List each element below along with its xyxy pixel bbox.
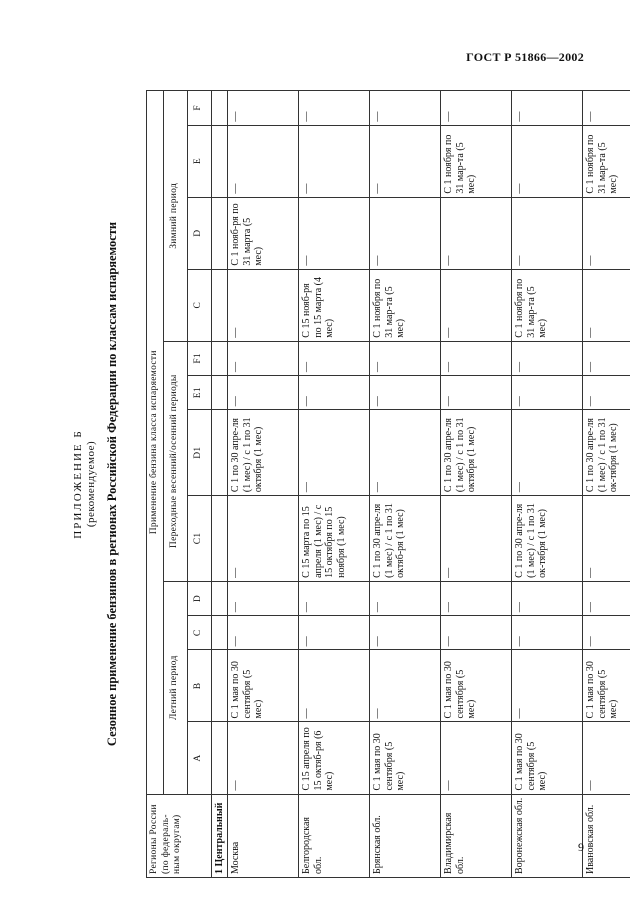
table-cell: —	[512, 410, 583, 496]
region-cell: Ивановская обл.	[583, 794, 630, 877]
empty-cell	[211, 341, 228, 375]
table-row	[370, 91, 441, 878]
table-cell: —	[583, 91, 630, 126]
table-cell: —	[512, 341, 583, 375]
table-cell: —	[583, 376, 630, 410]
class-header-10: E	[187, 125, 211, 197]
empty-cell	[211, 125, 228, 197]
table-cell: С 1 по 30 апре-ля (1 мес) / с 1 по 31 октября (1 мес)	[441, 410, 512, 496]
class-header-8: C	[187, 269, 211, 341]
empty-cell	[211, 91, 228, 126]
table-cell: —	[299, 341, 370, 375]
table-row	[583, 91, 630, 878]
empty-cell	[211, 722, 228, 794]
table-cell: —	[370, 91, 441, 126]
region-header: Регионы России (по федераль-ным округам)	[147, 794, 212, 877]
table-cell: —	[583, 616, 630, 650]
table-cell: —	[370, 197, 441, 269]
table-cell: С 1 по 30 апре-ля (1 мес) / с 1 по 31 ок-тября (1 мес)	[512, 496, 583, 582]
winter-header: Зимний период	[163, 91, 187, 342]
class-header-11: F	[187, 91, 211, 126]
transitional-header: Переходные весенний/осенний периоды	[163, 341, 187, 581]
table-row	[228, 91, 299, 878]
table-cell: —	[370, 410, 441, 496]
table-cell: С 15 апреля по 15 октяб-ря (6 мес)	[299, 722, 370, 794]
table-cell: —	[370, 650, 441, 722]
table-cell: —	[370, 376, 441, 410]
table-cell: —	[228, 269, 299, 341]
table-cell: —	[512, 197, 583, 269]
table-cell: —	[583, 581, 630, 615]
class-header-1: B	[187, 650, 211, 722]
table-cell: —	[370, 125, 441, 197]
table-cell: —	[441, 269, 512, 341]
table-cell: С 1 ноября по 31 мар-та (5 мес)	[512, 269, 583, 341]
table-cell: —	[512, 581, 583, 615]
table-cell: С 1 мая по 30 сентября (5 мес)	[512, 722, 583, 794]
fuel-season-table	[146, 90, 630, 878]
table-cell: —	[299, 197, 370, 269]
table-cell: С 1 по 30 апре-ля (1 мес) / с 1 по 31 ок-тября (1 мес)	[583, 410, 630, 496]
table-cell: —	[299, 376, 370, 410]
table-cell: —	[299, 91, 370, 126]
appendix-label: ПРИЛОЖЕНИЕ Б	[72, 429, 84, 539]
class-header-7: F1	[187, 341, 211, 375]
table-cell: С 1 мая по 30 сентября (5 мес)	[228, 650, 299, 722]
empty-cell	[211, 269, 228, 341]
table-cell: —	[441, 376, 512, 410]
table-cell: —	[299, 616, 370, 650]
table-cell: —	[583, 197, 630, 269]
table-cell: —	[228, 616, 299, 650]
table-cell: —	[299, 410, 370, 496]
empty-cell	[211, 410, 228, 496]
table-cell: —	[441, 197, 512, 269]
class-header-3: D	[187, 581, 211, 615]
table-cell: —	[228, 376, 299, 410]
table-cell: —	[228, 125, 299, 197]
table-cell: —	[228, 341, 299, 375]
table-cell: С 1 ноября по 31 мар-та (5 мес)	[583, 125, 630, 197]
empty-cell	[211, 616, 228, 650]
standard-header: ГОСТ Р 51866—2002	[466, 50, 584, 64]
empty-cell	[211, 496, 228, 582]
empty-cell	[211, 197, 228, 269]
table-cell: —	[441, 722, 512, 794]
table-cell: —	[583, 496, 630, 582]
region-cell: Владимирская обл.	[441, 794, 512, 877]
table-row	[512, 91, 583, 878]
table-cell: —	[512, 125, 583, 197]
empty-cell	[211, 581, 228, 615]
table-cell: —	[228, 91, 299, 126]
table-cell: С 1 ноября по 31 мар-та (5 мес)	[441, 125, 512, 197]
table-cell: —	[441, 496, 512, 582]
table-cell: —	[228, 722, 299, 794]
table-cell: —	[441, 91, 512, 126]
table-cell: С 1 мая по 30 сентября (5 мес)	[370, 722, 441, 794]
table-cell: —	[370, 581, 441, 615]
rotated-page-content	[38, 90, 619, 878]
table-cell: —	[583, 722, 630, 794]
table-cell: С 1 мая по 30 сентября (5 мес)	[441, 650, 512, 722]
table-cell: —	[228, 581, 299, 615]
table-cell: С 15 нояб-ря по 15 марта (4 мес)	[299, 269, 370, 341]
class-header-6: E1	[187, 376, 211, 410]
class-header-2: C	[187, 616, 211, 650]
table-cell: —	[512, 91, 583, 126]
table-cell: —	[583, 341, 630, 375]
table-cell: —	[370, 616, 441, 650]
region-cell: Белгородская обл.	[299, 794, 370, 877]
empty-cell	[211, 376, 228, 410]
class-header-4: C1	[187, 496, 211, 582]
region-cell: Брянская обл.	[370, 794, 441, 877]
table-cell: С 1 по 30 апре-ля (1 мес) / с 1 по 31 октяб-ря (1 мес)	[370, 496, 441, 582]
region-cell: Воронежская обл.	[512, 794, 583, 877]
table-cell: —	[299, 581, 370, 615]
empty-cell	[211, 650, 228, 722]
table-cell: —	[512, 376, 583, 410]
table-cell: С 1 нояб-ря по 31 марта (5 мес)	[228, 197, 299, 269]
region-cell: Москва	[228, 794, 299, 877]
table-row	[299, 91, 370, 878]
table-cell: —	[512, 650, 583, 722]
table-cell: —	[299, 650, 370, 722]
appendix-status: (рекомендуемое)	[85, 440, 97, 528]
table-cell: —	[299, 125, 370, 197]
table-cell: С 15 марта по 15 апреля (1 мес) / с 15 октября по 15 ноября (1 мес)	[299, 496, 370, 582]
table-cell: —	[441, 341, 512, 375]
district-group-row: 1 Центральный	[211, 794, 228, 877]
table-cell: —	[370, 341, 441, 375]
table-row	[441, 91, 512, 878]
group-header: Применение бензина класса испаряемости	[147, 91, 164, 795]
table-cell: —	[441, 616, 512, 650]
page-number: 9	[578, 840, 584, 854]
table-cell: —	[512, 616, 583, 650]
class-header-0: A	[187, 722, 211, 794]
table-cell: С 1 ноября по 31 мар-та (5 мес)	[370, 269, 441, 341]
summer-header: Летний период	[163, 581, 187, 794]
table-cell: С 1 по 30 апре-ля (1 мес) / с 1 по 31 октября (1 мес)	[228, 410, 299, 496]
table-cell: —	[441, 581, 512, 615]
table-title: Сезонное применение бензинов в регионах Российской Федерации по классам испаряемости	[105, 221, 119, 747]
table-cell: —	[583, 269, 630, 341]
class-header-5: D1	[187, 410, 211, 496]
table-cell: —	[228, 496, 299, 582]
table-cell: С 1 мая по 30 сентября (5 мес)	[583, 650, 630, 722]
class-header-9: D	[187, 197, 211, 269]
